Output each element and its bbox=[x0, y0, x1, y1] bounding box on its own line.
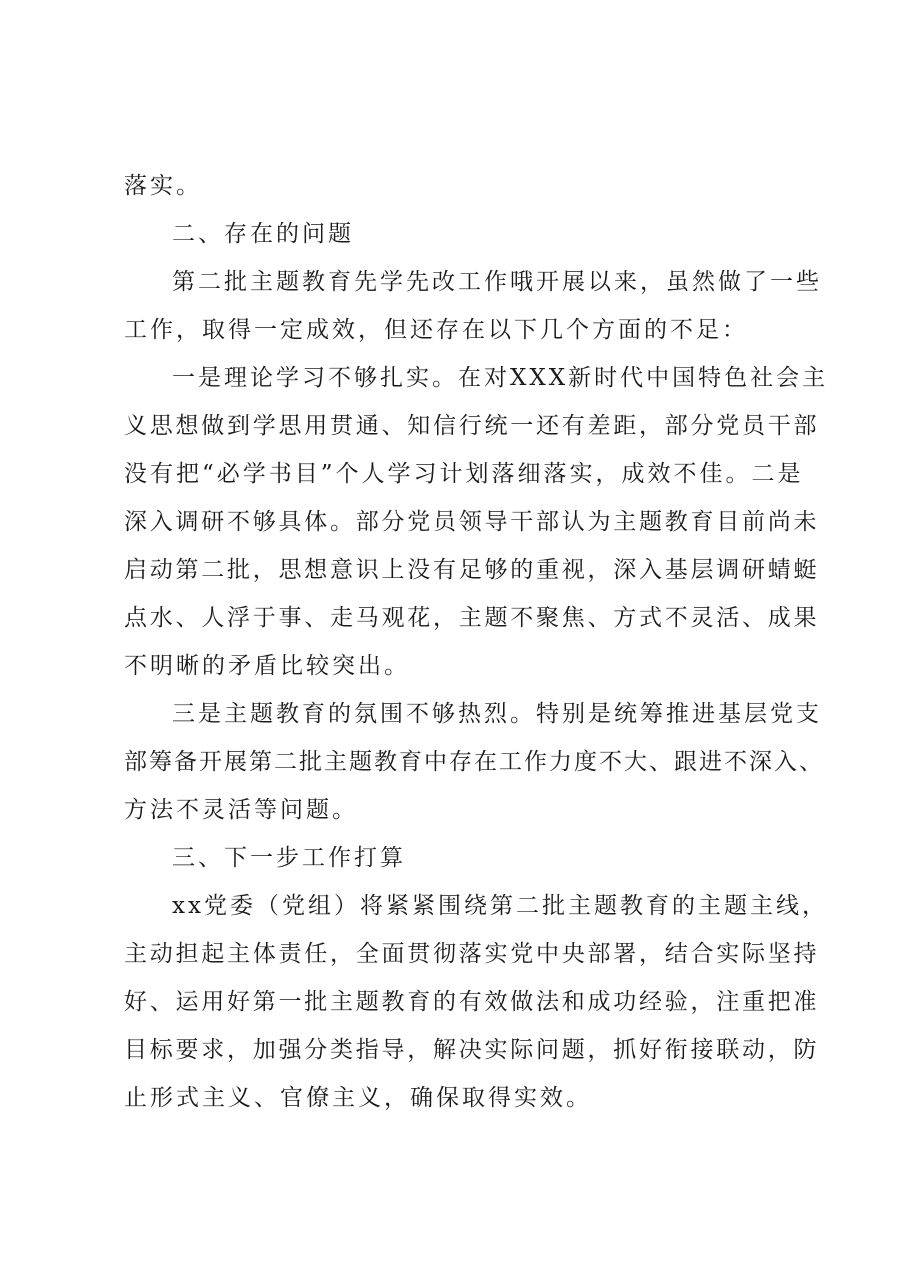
text-line: 第二批主题教育先学先改工作哦开展以来，虽然做了一些 bbox=[172, 269, 822, 295]
text-line: 没有把“必学书目”个人学习计划落细落实，成效不佳。二是 bbox=[124, 461, 804, 487]
text-line: 方法不灵活等问题。 bbox=[124, 797, 358, 823]
text-line: 三是主题教育的氛围不够热烈。特别是统筹推进基层党支 bbox=[172, 701, 822, 727]
text-line: 启动第二批，思想意识上没有足够的重视，深入基层调研蜻蜓 bbox=[124, 557, 820, 583]
text-line: 主动担起主体责任，全面贯彻落实党中央部署，结合实际坚持 bbox=[124, 941, 820, 967]
text-line: 止形式主义、官僚主义，确保取得实效。 bbox=[124, 1085, 592, 1111]
text-line: 好、运用好第一批主题教育的有效做法和成功经验，注重把准 bbox=[124, 989, 820, 1015]
section-heading-problems: 二、存在的问题 bbox=[172, 221, 354, 247]
text-line: 深入调研不够具体。部分党员领导干部认为主题教育目前尚未 bbox=[124, 509, 820, 535]
text-line: 目标要求，加强分类指导，解决实际问题，抓好衔接联动，防 bbox=[124, 1037, 820, 1063]
text-line: 一是理论学习不够扎实。在对XXX新时代中国特色社会主 bbox=[172, 365, 829, 391]
text-line: xx党委（党组）将紧紧围绕第二批主题教育的主题主线， bbox=[172, 893, 828, 919]
text-line: 落实。 bbox=[124, 173, 202, 199]
text-line: 工作，取得一定成效，但还存在以下几个方面的不足： bbox=[124, 317, 748, 343]
text-line: 点水、人浮于事、走马观花，主题不聚焦、方式不灵活、成果 bbox=[124, 605, 820, 631]
text-line: 义思想做到学思用贯通、知信行统一还有差距，部分党员干部 bbox=[124, 413, 820, 439]
text-line: 部筹备开展第二批主题教育中存在工作力度不大、跟进不深入、 bbox=[124, 749, 824, 775]
text-line: 不明晰的矛盾比较突出。 bbox=[124, 653, 410, 679]
section-heading-next-steps: 三、下一步工作打算 bbox=[172, 845, 406, 871]
